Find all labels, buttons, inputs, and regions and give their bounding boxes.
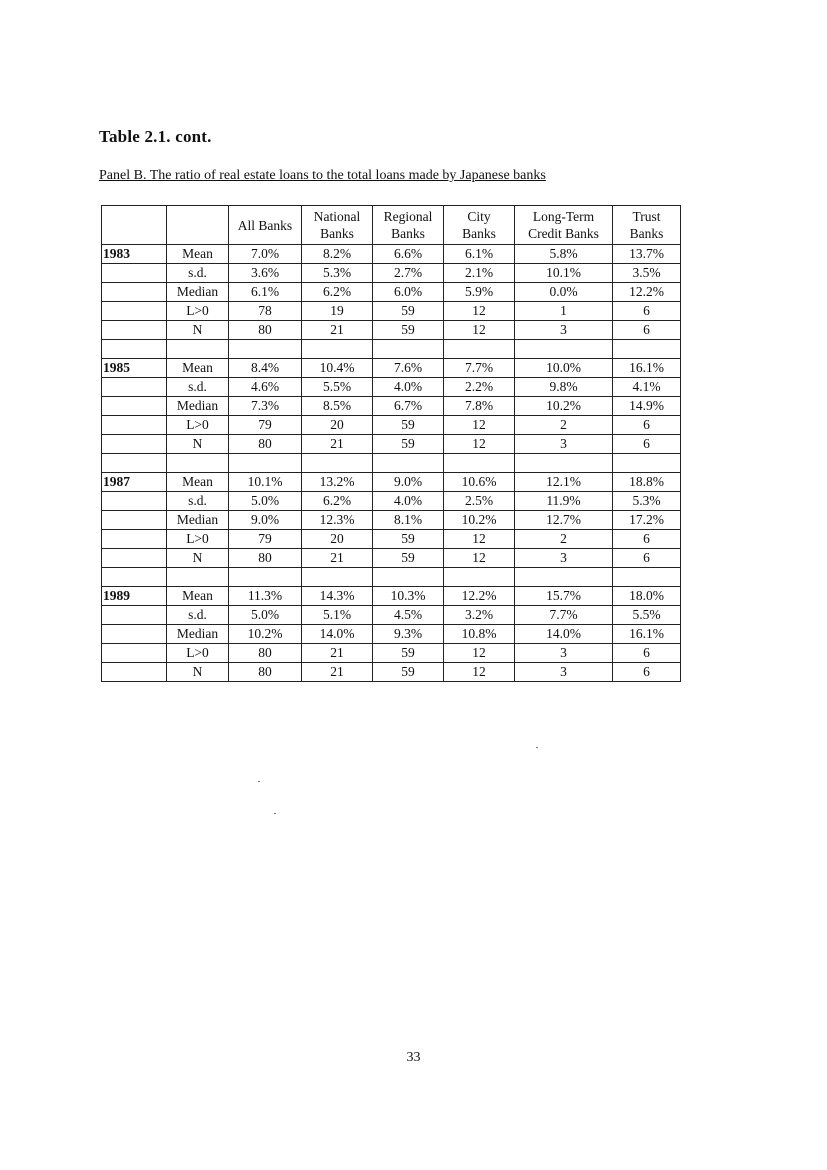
value-cell: 3 bbox=[515, 321, 613, 340]
stat-label: s.d. bbox=[167, 264, 229, 283]
stat-label: L>0 bbox=[167, 302, 229, 321]
column-header bbox=[613, 206, 681, 245]
value-cell: 79 bbox=[229, 530, 302, 549]
column-header-line: Banks bbox=[320, 226, 354, 241]
column-header bbox=[302, 206, 373, 245]
value-cell: 6.6% bbox=[373, 245, 444, 264]
value-cell: 14.0% bbox=[515, 625, 613, 644]
value-cell: 5.3% bbox=[302, 264, 373, 283]
stat-label: Median bbox=[167, 283, 229, 302]
value-cell: 79 bbox=[229, 416, 302, 435]
empty-cell bbox=[444, 340, 515, 359]
table-row bbox=[102, 625, 681, 644]
stat-label: Mean bbox=[167, 473, 229, 492]
value-cell: 10.1% bbox=[229, 473, 302, 492]
value-cell: 21 bbox=[302, 663, 373, 682]
stat-label: s.d. bbox=[167, 378, 229, 397]
value-cell: 3 bbox=[515, 663, 613, 682]
value-cell: 59 bbox=[373, 416, 444, 435]
table-row bbox=[102, 283, 681, 302]
value-cell: 12.2% bbox=[444, 587, 515, 606]
value-cell: 11.9% bbox=[515, 492, 613, 511]
stat-label: N bbox=[167, 549, 229, 568]
table-row bbox=[102, 492, 681, 511]
empty-cell bbox=[102, 530, 167, 549]
value-cell: 7.7% bbox=[515, 606, 613, 625]
table-row bbox=[102, 549, 681, 568]
value-cell: 14.0% bbox=[302, 625, 373, 644]
value-cell: 59 bbox=[373, 644, 444, 663]
column-header-line: Banks bbox=[391, 226, 425, 241]
column-header bbox=[229, 206, 302, 245]
table-row bbox=[102, 587, 681, 606]
empty-cell bbox=[102, 283, 167, 302]
empty-cell bbox=[102, 416, 167, 435]
empty-cell bbox=[102, 511, 167, 530]
value-cell: 12.2% bbox=[613, 283, 681, 302]
stat-label: s.d. bbox=[167, 492, 229, 511]
value-cell: 5.8% bbox=[515, 245, 613, 264]
value-cell: 16.1% bbox=[613, 625, 681, 644]
value-cell: 8.2% bbox=[302, 245, 373, 264]
table-row bbox=[102, 644, 681, 663]
value-cell: 6 bbox=[613, 416, 681, 435]
column-header-line: Long-Term bbox=[532, 209, 595, 224]
value-cell: 6.0% bbox=[373, 283, 444, 302]
value-cell: 3.6% bbox=[229, 264, 302, 283]
value-cell: 7.8% bbox=[444, 397, 515, 416]
value-cell: 3.2% bbox=[444, 606, 515, 625]
empty-cell bbox=[102, 302, 167, 321]
value-cell: 12.3% bbox=[302, 511, 373, 530]
year-label: 1983 bbox=[102, 245, 167, 264]
empty-cell bbox=[102, 549, 167, 568]
empty-cell bbox=[102, 568, 167, 587]
stat-label: Median bbox=[167, 511, 229, 530]
value-cell: 2.5% bbox=[444, 492, 515, 511]
value-cell: 21 bbox=[302, 644, 373, 663]
header-year-cell bbox=[102, 206, 167, 245]
stat-label: N bbox=[167, 321, 229, 340]
empty-cell bbox=[102, 625, 167, 644]
value-cell: 2 bbox=[515, 530, 613, 549]
value-cell: 3.5% bbox=[613, 264, 681, 283]
value-cell: 12.7% bbox=[515, 511, 613, 530]
empty-cell bbox=[515, 454, 613, 473]
empty-cell bbox=[102, 378, 167, 397]
value-cell: 21 bbox=[302, 321, 373, 340]
value-cell: 5.3% bbox=[613, 492, 681, 511]
value-cell: 80 bbox=[229, 549, 302, 568]
empty-cell bbox=[102, 321, 167, 340]
empty-cell bbox=[229, 340, 302, 359]
value-cell: 6.1% bbox=[444, 245, 515, 264]
table-row bbox=[102, 663, 681, 682]
value-cell: 6 bbox=[613, 435, 681, 454]
value-cell: 6.2% bbox=[302, 492, 373, 511]
page-number: 33 bbox=[406, 1050, 421, 1065]
empty-cell bbox=[167, 568, 229, 587]
real-estate-loan-ratio-table bbox=[101, 205, 681, 682]
value-cell: 5.1% bbox=[302, 606, 373, 625]
value-cell: 11.3% bbox=[229, 587, 302, 606]
spacer-row bbox=[102, 340, 681, 359]
value-cell: 59 bbox=[373, 321, 444, 340]
value-cell: 6 bbox=[613, 302, 681, 321]
table-row bbox=[102, 397, 681, 416]
value-cell: 16.1% bbox=[613, 359, 681, 378]
value-cell: 10.1% bbox=[515, 264, 613, 283]
value-cell: 6 bbox=[613, 530, 681, 549]
value-cell: 18.0% bbox=[613, 587, 681, 606]
value-cell: 3 bbox=[515, 435, 613, 454]
column-header-line: National bbox=[313, 209, 361, 224]
value-cell: 12 bbox=[444, 321, 515, 340]
empty-cell bbox=[102, 264, 167, 283]
stat-label: Mean bbox=[167, 245, 229, 264]
value-cell: 12 bbox=[444, 644, 515, 663]
empty-cell bbox=[613, 568, 681, 587]
column-header-line: Regional bbox=[383, 209, 433, 224]
column-header bbox=[444, 206, 515, 245]
value-cell: 80 bbox=[229, 644, 302, 663]
empty-cell bbox=[373, 454, 444, 473]
scan-speck bbox=[274, 813, 276, 814]
value-cell: 21 bbox=[302, 549, 373, 568]
value-cell: 9.0% bbox=[229, 511, 302, 530]
empty-cell bbox=[373, 568, 444, 587]
value-cell: 59 bbox=[373, 663, 444, 682]
scan-speck bbox=[258, 781, 260, 782]
year-label: 1985 bbox=[102, 359, 167, 378]
empty-cell bbox=[102, 492, 167, 511]
value-cell: 10.2% bbox=[515, 397, 613, 416]
empty-cell bbox=[167, 340, 229, 359]
value-cell: 6 bbox=[613, 644, 681, 663]
value-cell: 4.5% bbox=[373, 606, 444, 625]
column-header bbox=[373, 206, 444, 245]
value-cell: 18.8% bbox=[613, 473, 681, 492]
empty-cell bbox=[229, 454, 302, 473]
value-cell: 5.0% bbox=[229, 606, 302, 625]
column-header-line: Banks bbox=[629, 226, 664, 241]
empty-cell bbox=[613, 454, 681, 473]
table-row bbox=[102, 302, 681, 321]
table-row bbox=[102, 378, 681, 397]
stat-label: N bbox=[167, 435, 229, 454]
table-row bbox=[102, 511, 681, 530]
value-cell: 6.2% bbox=[302, 283, 373, 302]
value-cell: 12 bbox=[444, 549, 515, 568]
value-cell: 10.4% bbox=[302, 359, 373, 378]
value-cell: 20 bbox=[302, 530, 373, 549]
value-cell: 20 bbox=[302, 416, 373, 435]
empty-cell bbox=[444, 454, 515, 473]
stat-label: Mean bbox=[167, 359, 229, 378]
year-label: 1987 bbox=[102, 473, 167, 492]
table-row bbox=[102, 321, 681, 340]
table-row bbox=[102, 416, 681, 435]
value-cell: 59 bbox=[373, 302, 444, 321]
value-cell: 12 bbox=[444, 663, 515, 682]
empty-cell bbox=[102, 340, 167, 359]
value-cell: 12.1% bbox=[515, 473, 613, 492]
value-cell: 12 bbox=[444, 302, 515, 321]
value-cell: 6.1% bbox=[229, 283, 302, 302]
value-cell: 7.7% bbox=[444, 359, 515, 378]
table-row bbox=[102, 473, 681, 492]
empty-cell bbox=[515, 568, 613, 587]
scan-speck bbox=[536, 747, 538, 748]
empty-cell bbox=[229, 568, 302, 587]
stat-label: Median bbox=[167, 625, 229, 644]
empty-cell bbox=[515, 340, 613, 359]
stat-label: s.d. bbox=[167, 606, 229, 625]
value-cell: 80 bbox=[229, 435, 302, 454]
value-cell: 6 bbox=[613, 321, 681, 340]
empty-cell bbox=[302, 568, 373, 587]
value-cell: 59 bbox=[373, 435, 444, 454]
value-cell: 8.4% bbox=[229, 359, 302, 378]
empty-cell bbox=[373, 340, 444, 359]
table-row bbox=[102, 435, 681, 454]
empty-cell bbox=[102, 644, 167, 663]
spacer-row bbox=[102, 454, 681, 473]
stat-label: L>0 bbox=[167, 530, 229, 549]
value-cell: 9.8% bbox=[515, 378, 613, 397]
value-cell: 7.6% bbox=[373, 359, 444, 378]
stat-label: L>0 bbox=[167, 416, 229, 435]
value-cell: 4.0% bbox=[373, 492, 444, 511]
stat-label: L>0 bbox=[167, 644, 229, 663]
value-cell: 10.2% bbox=[444, 511, 515, 530]
table-row bbox=[102, 245, 681, 264]
value-cell: 12 bbox=[444, 435, 515, 454]
value-cell: 10.8% bbox=[444, 625, 515, 644]
value-cell: 8.1% bbox=[373, 511, 444, 530]
table-row bbox=[102, 359, 681, 378]
value-cell: 80 bbox=[229, 321, 302, 340]
table-row bbox=[102, 606, 681, 625]
value-cell: 14.3% bbox=[302, 587, 373, 606]
empty-cell bbox=[102, 454, 167, 473]
value-cell: 7.3% bbox=[229, 397, 302, 416]
value-cell: 7.0% bbox=[229, 245, 302, 264]
value-cell: 5.9% bbox=[444, 283, 515, 302]
value-cell: 2 bbox=[515, 416, 613, 435]
value-cell: 8.5% bbox=[302, 397, 373, 416]
year-label: 1989 bbox=[102, 587, 167, 606]
value-cell: 15.7% bbox=[515, 587, 613, 606]
table-row bbox=[102, 264, 681, 283]
value-cell: 0.0% bbox=[515, 283, 613, 302]
value-cell: 12 bbox=[444, 416, 515, 435]
empty-cell bbox=[102, 663, 167, 682]
value-cell: 13.2% bbox=[302, 473, 373, 492]
panel-caption: Panel B. The ratio of real estate loans to the total loans made by Japanese banks bbox=[99, 168, 546, 183]
value-cell: 2.7% bbox=[373, 264, 444, 283]
empty-cell bbox=[167, 454, 229, 473]
value-cell: 9.3% bbox=[373, 625, 444, 644]
value-cell: 6 bbox=[613, 663, 681, 682]
spacer-row bbox=[102, 568, 681, 587]
value-cell: 17.2% bbox=[613, 511, 681, 530]
value-cell: 1 bbox=[515, 302, 613, 321]
value-cell: 4.0% bbox=[373, 378, 444, 397]
column-header-line: All Banks bbox=[237, 217, 293, 233]
value-cell: 5.5% bbox=[302, 378, 373, 397]
value-cell: 13.7% bbox=[613, 245, 681, 264]
value-cell: 3 bbox=[515, 644, 613, 663]
empty-cell bbox=[302, 340, 373, 359]
empty-cell bbox=[102, 435, 167, 454]
empty-cell bbox=[613, 340, 681, 359]
value-cell: 6 bbox=[613, 549, 681, 568]
table-row bbox=[102, 530, 681, 549]
value-cell: 12 bbox=[444, 530, 515, 549]
empty-cell bbox=[102, 606, 167, 625]
empty-cell bbox=[302, 454, 373, 473]
value-cell: 78 bbox=[229, 302, 302, 321]
header-stat-cell bbox=[167, 206, 229, 245]
value-cell: 80 bbox=[229, 663, 302, 682]
empty-cell bbox=[102, 397, 167, 416]
value-cell: 19 bbox=[302, 302, 373, 321]
table-title: Table 2.1. cont. bbox=[99, 127, 212, 146]
value-cell: 14.9% bbox=[613, 397, 681, 416]
column-header bbox=[515, 206, 613, 245]
column-header-line: Credit Banks bbox=[528, 226, 599, 241]
value-cell: 4.6% bbox=[229, 378, 302, 397]
value-cell: 10.3% bbox=[373, 587, 444, 606]
value-cell: 21 bbox=[302, 435, 373, 454]
value-cell: 10.6% bbox=[444, 473, 515, 492]
stat-label: Median bbox=[167, 397, 229, 416]
value-cell: 5.0% bbox=[229, 492, 302, 511]
value-cell: 10.0% bbox=[515, 359, 613, 378]
empty-cell bbox=[444, 568, 515, 587]
value-cell: 2.2% bbox=[444, 378, 515, 397]
value-cell: 5.5% bbox=[613, 606, 681, 625]
value-cell: 4.1% bbox=[613, 378, 681, 397]
value-cell: 6.7% bbox=[373, 397, 444, 416]
column-header-line: Banks bbox=[462, 226, 496, 241]
value-cell: 59 bbox=[373, 549, 444, 568]
value-cell: 59 bbox=[373, 530, 444, 549]
value-cell: 2.1% bbox=[444, 264, 515, 283]
stat-label: Mean bbox=[167, 587, 229, 606]
value-cell: 9.0% bbox=[373, 473, 444, 492]
column-header-line: City bbox=[467, 209, 491, 224]
value-cell: 10.2% bbox=[229, 625, 302, 644]
stat-label: N bbox=[167, 663, 229, 682]
header-row bbox=[102, 206, 681, 245]
column-header-line: Trust bbox=[632, 209, 661, 224]
value-cell: 3 bbox=[515, 549, 613, 568]
